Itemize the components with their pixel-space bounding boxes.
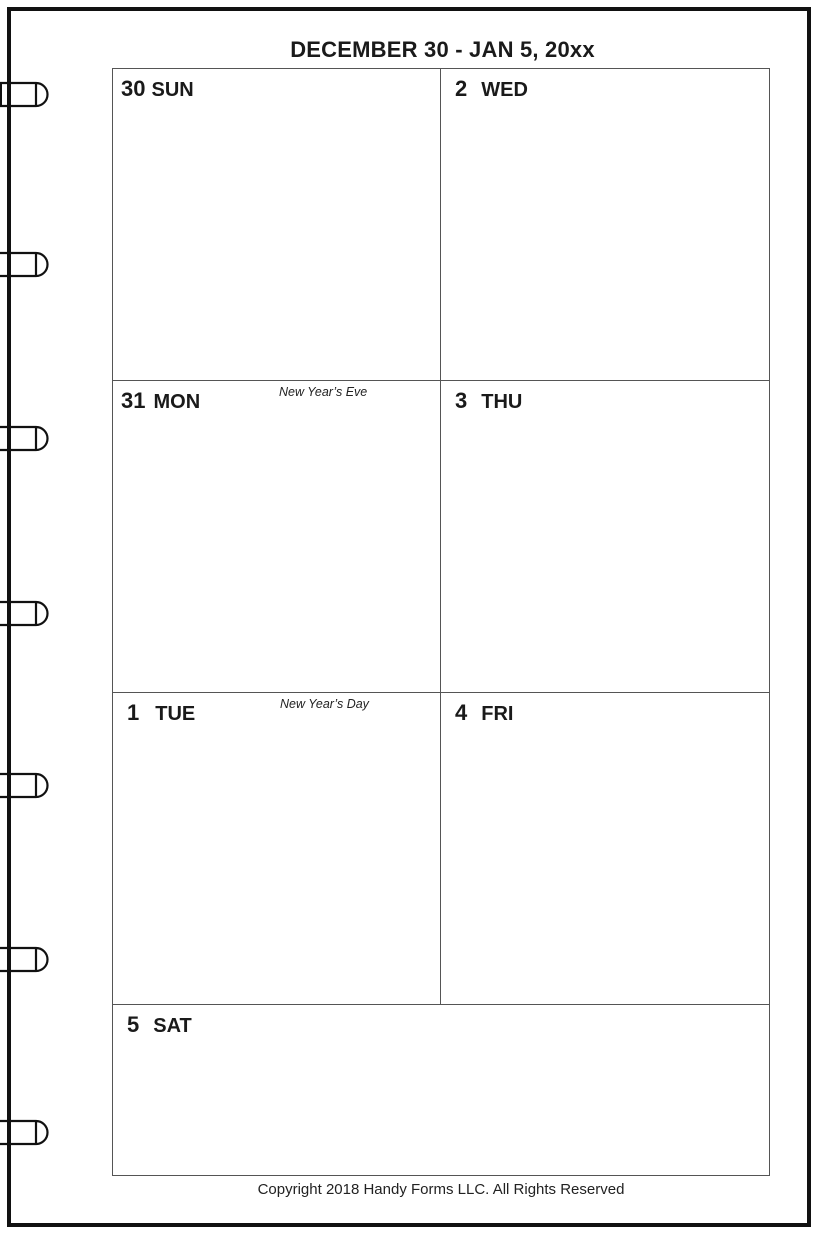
day-heading [455,76,528,102]
day-heading [455,388,522,414]
page-title: DECEMBER 30 - JAN 5, 20xx [290,37,595,62]
day-number: 1 [127,700,140,725]
day-cell-thu[interactable] [441,381,769,692]
copyright-footer: Copyright 2018 Handy Forms LLC. All Rights Reserved [257,1181,625,1198]
day-number: 2 [455,76,468,101]
day-heading [127,1012,192,1038]
day-number: 5 [127,1012,140,1037]
day-cell-fri[interactable] [441,693,769,1004]
binder-ring-icon [0,414,64,462]
binder-ring-icon [0,761,64,809]
binder-ring-icon [0,589,64,637]
day-name: THU [481,391,523,413]
day-name: TUE [155,703,196,725]
day-cell-sat[interactable] [113,1005,769,1175]
day-heading [121,388,200,414]
binder-ring-icon [0,935,64,983]
binder-ring-icon [0,1108,64,1156]
day-name: MON [153,391,201,413]
holiday-label: New Year’s Day [280,697,369,711]
day-name: SAT [153,1015,192,1037]
day-number: 31 [121,388,146,413]
day-heading [121,76,194,102]
day-name: SUN [151,79,194,101]
day-heading [455,700,513,726]
day-number: 3 [455,388,468,413]
day-name: WED [481,79,528,101]
binder-ring-icon [0,70,64,118]
day-name: FRI [481,703,514,725]
day-cell-wed[interactable] [441,69,769,380]
day-number: 30 [121,76,146,101]
day-heading [127,700,195,726]
day-cell-tue[interactable] [113,693,440,1004]
binder-ring-icon [0,240,64,288]
day-cell-mon[interactable] [113,381,440,692]
week-grid [112,68,770,1176]
holiday-label: New Year’s Eve [279,385,368,399]
day-cell-sun[interactable] [113,69,440,380]
day-number: 4 [455,700,468,725]
